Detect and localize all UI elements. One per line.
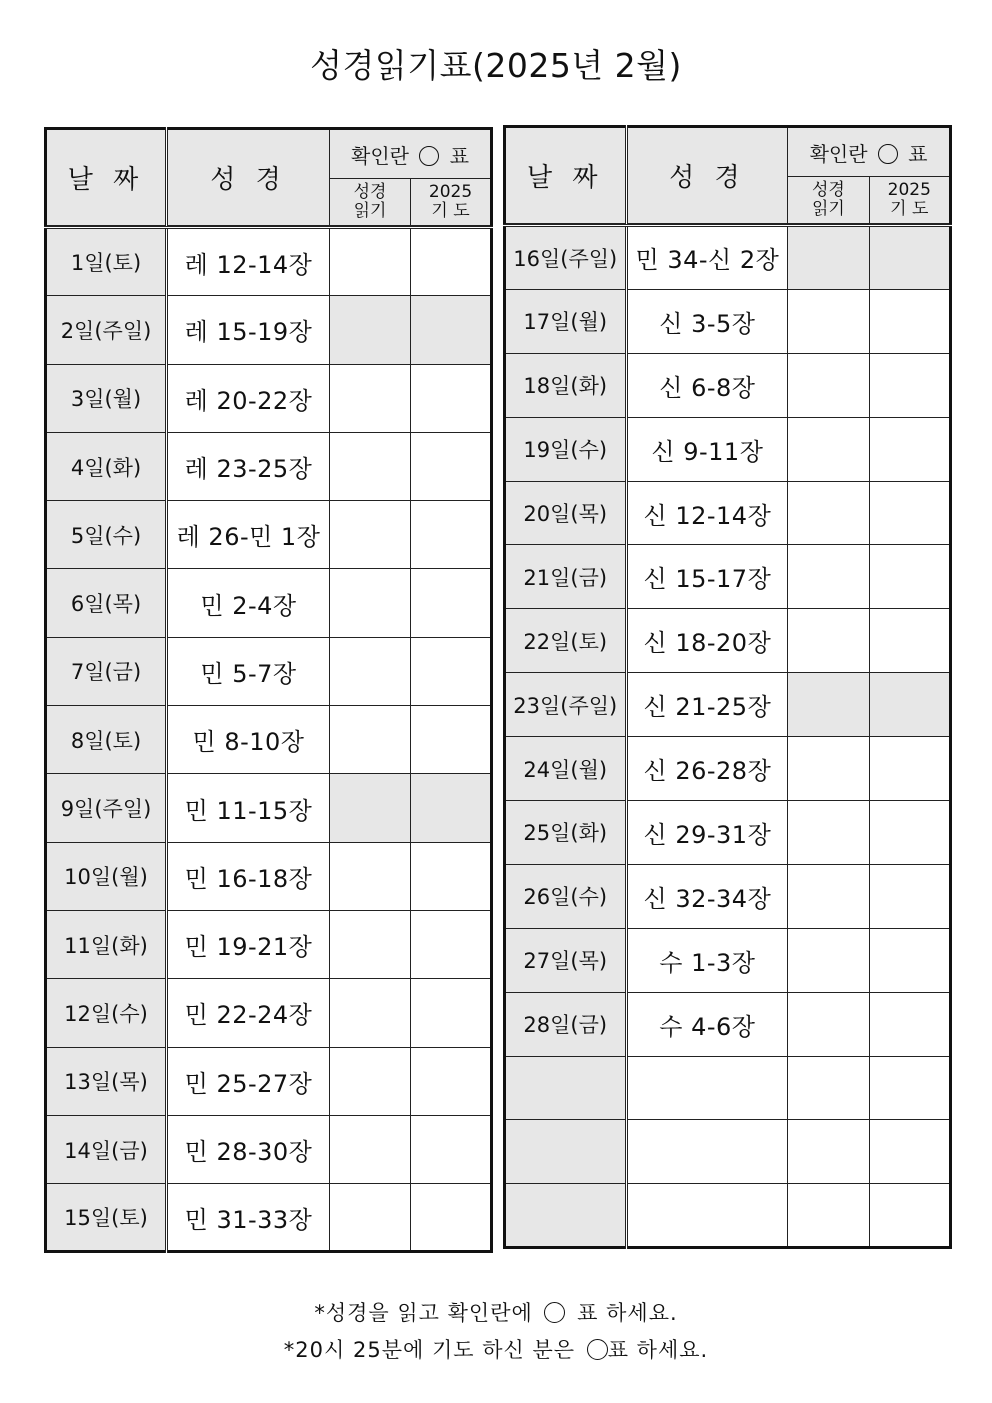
row-reading: 민 2-4장: [167, 569, 330, 637]
table-row: [46, 569, 492, 637]
row-pray-check[interactable]: [411, 296, 492, 364]
table-row: [505, 801, 951, 865]
row-read-check[interactable]: [330, 1047, 411, 1115]
row-pray-check[interactable]: [869, 226, 950, 290]
row-pray-check[interactable]: [411, 569, 492, 637]
row-read-check[interactable]: [788, 801, 869, 865]
row-date: [505, 1120, 627, 1184]
row-reading: 신 29-31장: [626, 801, 788, 865]
row-pray-check[interactable]: [411, 1115, 492, 1183]
table-row: [505, 1120, 951, 1184]
row-pray-check[interactable]: [869, 353, 950, 417]
row-date: 26일(수): [505, 864, 627, 928]
row-read-check[interactable]: [788, 417, 869, 481]
row-reading: 신 12-14장: [626, 481, 788, 545]
row-reading: 신 32-34장: [626, 864, 788, 928]
table-row: [505, 1056, 951, 1120]
row-pray-check[interactable]: [869, 545, 950, 609]
row-reading: [626, 1056, 788, 1120]
header-confirm: [788, 127, 951, 177]
reading-table-right: [503, 125, 952, 1249]
note-2-suffix: 표 하세요.: [607, 1338, 709, 1362]
row-pray-check[interactable]: [411, 501, 492, 569]
header-confirm-suffix: 표: [449, 143, 470, 168]
row-reading: 레 20-22장: [167, 364, 330, 432]
table-row: [505, 353, 951, 417]
header-date: 날 짜: [46, 129, 167, 226]
row-date: 4일(화): [46, 432, 167, 500]
table-row: [46, 432, 492, 500]
table-row: [46, 910, 492, 978]
header-bible: 성 경: [626, 127, 788, 224]
header-confirm-label: 확인란: [809, 141, 868, 166]
row-date: 18일(화): [505, 353, 627, 417]
table-row: [46, 774, 492, 842]
row-pray-check[interactable]: [869, 864, 950, 928]
row-read-check[interactable]: [788, 928, 869, 992]
row-read-check[interactable]: [330, 296, 411, 364]
table-row: [46, 1184, 492, 1252]
row-date: 28일(금): [505, 992, 627, 1056]
row-pray-check[interactable]: [869, 417, 950, 481]
row-read-check[interactable]: [330, 1115, 411, 1183]
row-reading: 레 15-19장: [167, 296, 330, 364]
row-pray-check[interactable]: [411, 910, 492, 978]
row-read-check[interactable]: [330, 979, 411, 1047]
table-row: [505, 226, 951, 290]
row-read-check[interactable]: [788, 481, 869, 545]
table-row: [505, 928, 951, 992]
row-reading: 신 26-28장: [626, 737, 788, 801]
row-read-check[interactable]: [788, 737, 869, 801]
row-date: 11일(화): [46, 910, 167, 978]
row-reading: 신 6-8장: [626, 353, 788, 417]
instruction-note-1: [0, 1297, 992, 1327]
row-reading: 민 22-24장: [167, 979, 330, 1047]
table-row: [46, 1047, 492, 1115]
row-pray-check[interactable]: [411, 228, 492, 296]
row-date: 19일(수): [505, 417, 627, 481]
row-date: 6일(목): [46, 569, 167, 637]
row-date: 7일(금): [46, 637, 167, 705]
header-confirm-suffix: 표: [908, 141, 928, 166]
row-date: 2일(주일): [46, 296, 167, 364]
row-reading: [626, 1184, 788, 1248]
row-pray-check[interactable]: [411, 364, 492, 432]
row-date: 23일(주일): [505, 673, 627, 737]
note-1-text: *성경을 읽고 확인란에: [314, 1301, 533, 1325]
row-pray-check[interactable]: [411, 1047, 492, 1115]
row-pray-check[interactable]: [869, 673, 950, 737]
row-date: 5일(수): [46, 501, 167, 569]
header-read: [330, 179, 411, 226]
row-reading: 수 1-3장: [626, 928, 788, 992]
row-read-check[interactable]: [788, 353, 869, 417]
circle-icon: [587, 1339, 608, 1360]
row-read-check[interactable]: [330, 842, 411, 910]
row-pray-check[interactable]: [869, 609, 950, 673]
row-reading: 민 19-21장: [167, 910, 330, 978]
row-pray-check[interactable]: [411, 637, 492, 705]
row-read-check[interactable]: [330, 1184, 411, 1252]
row-date: 21일(금): [505, 545, 627, 609]
table-row: [46, 1115, 492, 1183]
row-pray-check[interactable]: [869, 737, 950, 801]
row-date: 16일(주일): [505, 226, 627, 290]
row-date: 3일(월): [46, 364, 167, 432]
row-reading: 레 23-25장: [167, 432, 330, 500]
row-reading: [626, 1120, 788, 1184]
table-row: [505, 545, 951, 609]
row-pray-check[interactable]: [411, 706, 492, 774]
header-read-line2: 읽기: [353, 201, 387, 221]
row-read-check[interactable]: [788, 1120, 869, 1184]
row-read-check[interactable]: [788, 545, 869, 609]
row-date: [505, 1056, 627, 1120]
row-pray-check[interactable]: [869, 801, 950, 865]
row-pray-check[interactable]: [869, 928, 950, 992]
row-pray-check[interactable]: [411, 979, 492, 1047]
header-pray-line2: 기 도: [431, 201, 470, 221]
table-row: [46, 637, 492, 705]
circle-icon: [419, 146, 439, 166]
header-pray-line2: 기 도: [890, 199, 929, 219]
header-confirm: [330, 129, 492, 179]
row-date: 12일(수): [46, 979, 167, 1047]
table-row: [505, 609, 951, 673]
table-row: [505, 1184, 951, 1248]
row-pray-check[interactable]: [869, 1120, 950, 1184]
row-pray-check[interactable]: [869, 1056, 950, 1120]
header-pray: [411, 179, 492, 226]
row-date: 8일(토): [46, 706, 167, 774]
table-row: [46, 842, 492, 910]
row-reading: 신 9-11장: [626, 417, 788, 481]
row-reading: 민 5-7장: [167, 637, 330, 705]
row-date: 17일(월): [505, 289, 627, 353]
table-row: [505, 737, 951, 801]
note-1-suffix: 표 하세요.: [577, 1301, 678, 1325]
row-reading: 민 8-10장: [167, 706, 330, 774]
row-date: 10일(월): [46, 842, 167, 910]
header-read-line2: 읽기: [812, 199, 845, 219]
row-read-check[interactable]: [788, 1184, 869, 1248]
circle-icon: [544, 1302, 565, 1323]
row-read-check[interactable]: [330, 569, 411, 637]
row-read-check[interactable]: [788, 864, 869, 928]
header-confirm-label: 확인란: [351, 143, 409, 168]
table-row: [505, 289, 951, 353]
row-read-check[interactable]: [330, 910, 411, 978]
row-date: 13일(목): [46, 1047, 167, 1115]
row-reading: 민 28-30장: [167, 1115, 330, 1183]
row-reading: 민 25-27장: [167, 1047, 330, 1115]
table-row: [46, 501, 492, 569]
row-reading: 민 16-18장: [167, 842, 330, 910]
note-2-text: *20시 25분에 기도 하신 분은: [283, 1338, 576, 1362]
row-read-check[interactable]: [788, 289, 869, 353]
row-reading: 수 4-6장: [626, 992, 788, 1056]
row-read-check[interactable]: [330, 774, 411, 842]
row-date: 15일(토): [46, 1184, 167, 1252]
reading-table-left: [44, 127, 493, 1253]
row-pray-check[interactable]: [869, 992, 950, 1056]
row-date: 27일(목): [505, 928, 627, 992]
header-read: [788, 177, 869, 224]
header-pray-line1: 2025: [428, 182, 473, 202]
circle-icon: [878, 144, 898, 164]
row-date: 20일(목): [505, 481, 627, 545]
table-row: [505, 481, 951, 545]
table-row: [46, 228, 492, 296]
row-reading: 레 12-14장: [167, 228, 330, 296]
table-row: [46, 296, 492, 364]
row-reading: 레 26-민 1장: [167, 501, 330, 569]
row-pray-check[interactable]: [411, 842, 492, 910]
page-title: 성경읽기표(2025년 2월): [310, 46, 682, 85]
row-date: [505, 1184, 627, 1248]
row-date: 22일(토): [505, 609, 627, 673]
header-pray-line1: 2025: [887, 180, 931, 200]
row-reading: 민 11-15장: [167, 774, 330, 842]
row-reading: 신 21-25장: [626, 673, 788, 737]
row-read-check[interactable]: [330, 706, 411, 774]
table-header: [46, 129, 492, 179]
table-row: [46, 364, 492, 432]
row-pray-check[interactable]: [411, 1184, 492, 1252]
row-read-check[interactable]: [788, 226, 869, 290]
table-row: [46, 979, 492, 1047]
table-header: [505, 127, 951, 177]
row-pray-check[interactable]: [869, 1184, 950, 1248]
row-read-check[interactable]: [330, 432, 411, 500]
row-reading: 민 31-33장: [167, 1184, 330, 1252]
header-bible: 성 경: [167, 129, 330, 226]
row-pray-check[interactable]: [869, 481, 950, 545]
row-reading: 신 18-20장: [626, 609, 788, 673]
row-read-check[interactable]: [788, 992, 869, 1056]
table-row: [505, 417, 951, 481]
row-read-check[interactable]: [330, 364, 411, 432]
table-row: [505, 673, 951, 737]
row-date: 25일(화): [505, 801, 627, 865]
row-pray-check[interactable]: [411, 774, 492, 842]
row-date: 9일(주일): [46, 774, 167, 842]
header-date: 날 짜: [505, 127, 627, 224]
row-read-check[interactable]: [330, 637, 411, 705]
row-read-check[interactable]: [788, 673, 869, 737]
row-read-check[interactable]: [788, 609, 869, 673]
row-reading: 신 3-5장: [626, 289, 788, 353]
table-row: [46, 706, 492, 774]
table-row: [505, 992, 951, 1056]
table-row: [505, 864, 951, 928]
row-read-check[interactable]: [788, 1056, 869, 1120]
header-read-line1: 성경: [353, 182, 387, 202]
instruction-note-2: [0, 1334, 992, 1364]
row-read-check[interactable]: [330, 228, 411, 296]
row-date: 14일(금): [46, 1115, 167, 1183]
row-pray-check[interactable]: [869, 289, 950, 353]
row-date: 1일(토): [46, 228, 167, 296]
header-read-line1: 성경: [812, 180, 845, 200]
row-read-check[interactable]: [330, 501, 411, 569]
row-reading: 신 15-17장: [626, 545, 788, 609]
row-date: 24일(월): [505, 737, 627, 801]
header-pray: [869, 177, 950, 224]
row-reading: 민 34-신 2장: [626, 226, 788, 290]
row-pray-check[interactable]: [411, 432, 492, 500]
